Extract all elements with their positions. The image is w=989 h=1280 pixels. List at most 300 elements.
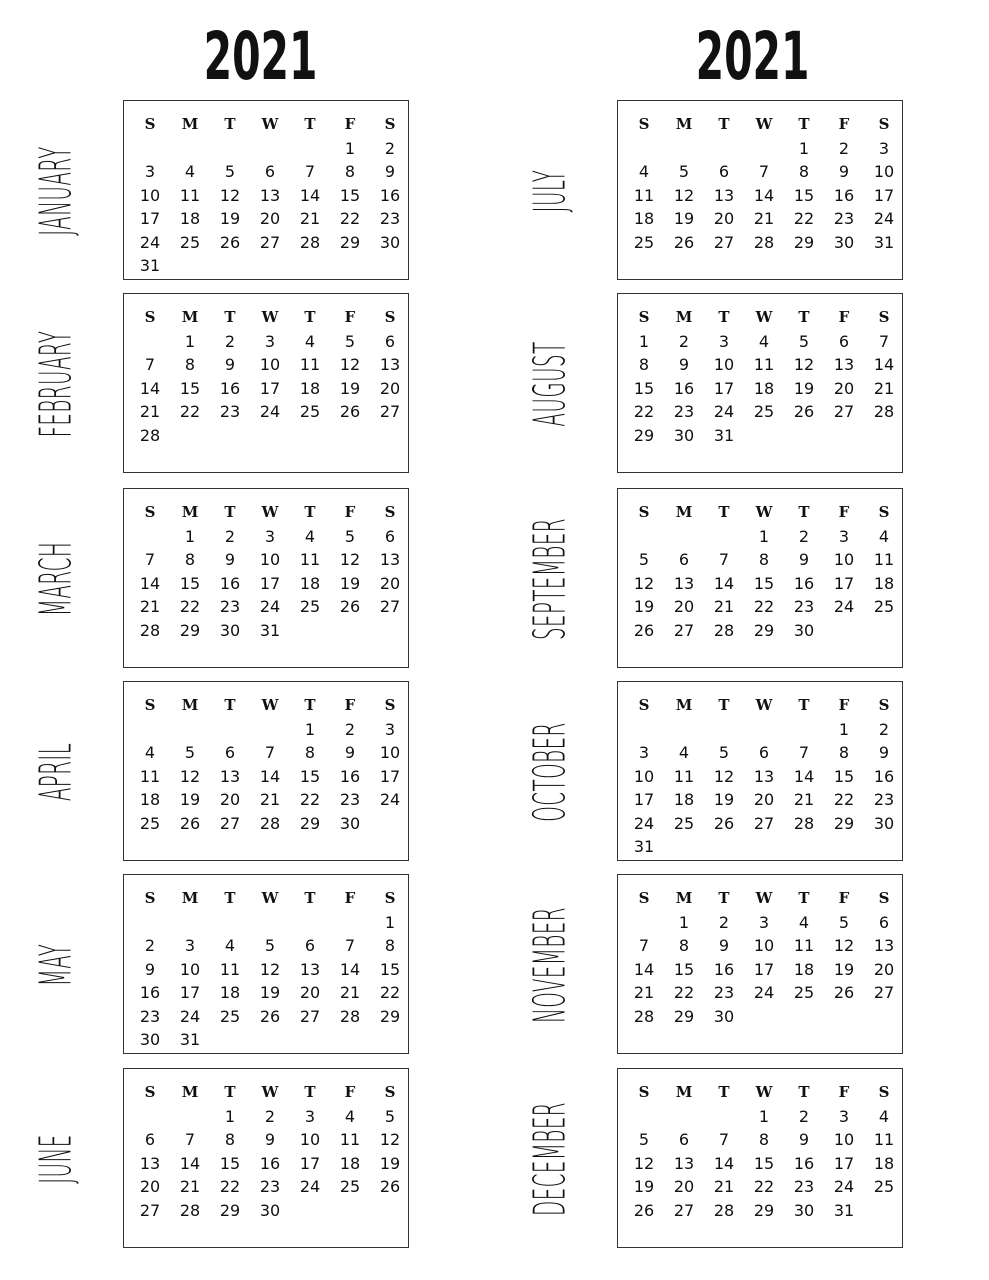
day-cell: 27 [873,983,895,1002]
weekday-header: W [261,1083,279,1101]
day-cell: 30 [793,620,815,640]
day-cell: 15 [219,1153,241,1173]
day-cell: 23 [259,1177,281,1196]
month-name-text: APRIL [30,742,82,802]
day-cell: 17 [833,1153,855,1173]
weekday-header: T [304,889,316,907]
day-cell: 10 [379,743,401,762]
month-name-text: NOVEMBER [524,906,576,1024]
day-cell: 25 [673,813,695,833]
day-cell: 16 [793,1153,815,1173]
weekday-header: S [638,308,650,326]
day-cell: 31 [179,1030,201,1049]
day-cell: 6 [224,743,236,762]
day-cell: 5 [798,331,810,351]
weekday-header: S [878,696,890,714]
day-cell: 29 [179,620,201,640]
day-cell: 13 [379,355,401,374]
empty-cell [130,525,170,549]
day-cell: 4 [344,1106,356,1126]
day-cell: 2 [344,719,356,739]
day-cell: 17 [713,378,735,398]
day-cell: 4 [144,743,156,762]
day-cell: 10 [873,162,895,181]
empty-cell [210,911,250,935]
day-cell: 16 [873,766,895,786]
weekday-header: M [675,696,693,714]
weekday-header: F [838,889,850,907]
month-calendar-box [617,681,903,861]
day-cell: 1 [838,719,850,739]
weekday-header: T [304,1083,316,1101]
day-cell: 16 [219,378,241,398]
weekday-header: S [878,503,890,521]
day-cell: 2 [384,138,396,158]
day-cell: 7 [144,550,156,569]
day-cell: 26 [673,232,695,252]
day-cell: 28 [179,1200,201,1220]
day-cell: 14 [873,355,895,374]
weekday-header: W [261,308,279,326]
day-cell: 19 [339,573,361,593]
day-cell: 6 [878,912,890,932]
day-cell: 29 [753,620,775,640]
day-cell: 26 [339,402,361,421]
day-cell: 13 [713,185,735,205]
day-cell: 6 [144,1130,156,1149]
day-cell: 5 [718,743,730,762]
empty-cell [130,330,170,354]
day-cell: 22 [753,1177,775,1196]
day-cell: 15 [753,1153,775,1173]
day-cell: 26 [633,620,655,640]
day-cell: 28 [299,232,321,252]
day-cell: 19 [633,597,655,616]
day-cell: 3 [304,1106,316,1126]
day-cell: 26 [633,1200,655,1220]
weekday-header: W [755,696,773,714]
day-cell: 7 [184,1130,196,1149]
day-cell: 12 [833,936,855,955]
day-cell: 30 [219,620,241,640]
day-cell: 5 [224,162,236,181]
weekday-header: S [878,115,890,133]
day-cell: 6 [384,331,396,351]
day-cell: 20 [673,597,695,616]
day-cell: 10 [139,185,161,205]
day-cell: 9 [264,1130,276,1149]
day-cell: 14 [179,1153,201,1173]
weekday-header: T [718,503,730,521]
day-cell: 12 [339,550,361,569]
day-cell: 10 [259,355,281,374]
weekday-header: T [304,696,316,714]
day-cell: 1 [798,138,810,158]
day-cell: 8 [184,550,196,569]
day-cell: 9 [344,743,356,762]
day-cell: 30 [379,232,401,252]
month-label [500,293,600,475]
day-cell: 15 [179,378,201,398]
day-cell: 18 [139,790,161,809]
day-cell: 13 [673,573,695,593]
empty-cell [210,137,250,161]
day-cell: 15 [379,959,401,979]
day-cell: 23 [833,209,855,228]
day-cell: 28 [753,232,775,252]
calendar-grid [130,694,410,835]
weekday-header: M [675,503,693,521]
day-cell: 13 [299,959,321,979]
weekday-header: M [181,696,199,714]
weekday-header: S [878,889,890,907]
weekday-header: T [224,308,236,326]
weekday-header: M [675,115,693,133]
day-cell: 1 [758,1106,770,1126]
day-cell: 20 [833,378,855,398]
day-cell: 4 [304,526,316,546]
calendar-grid [624,887,904,1028]
day-cell: 20 [753,790,775,809]
weekday-header: T [798,889,810,907]
calendar-grid [130,306,410,447]
day-cell: 8 [758,550,770,569]
day-cell: 19 [339,378,361,398]
day-cell: 16 [139,983,161,1002]
day-cell: 26 [793,402,815,421]
weekday-header: F [344,115,356,133]
month-december [494,1068,904,1250]
day-cell: 2 [224,526,236,546]
day-cell: 12 [219,185,241,205]
day-cell: 23 [379,209,401,228]
day-cell: 11 [673,766,695,786]
day-cell: 14 [259,766,281,786]
empty-cell [784,718,824,742]
weekday-header: T [718,696,730,714]
calendar-grid [624,306,904,447]
day-cell: 28 [713,620,735,640]
day-cell: 15 [753,573,775,593]
day-cell: 9 [144,959,156,979]
day-cell: 8 [304,743,316,762]
empty-cell [170,718,210,742]
day-cell: 19 [219,209,241,228]
weekday-header: W [261,696,279,714]
month-october [494,681,904,863]
day-cell: 2 [678,331,690,351]
day-cell: 8 [384,936,396,955]
day-cell: 17 [633,790,655,809]
day-cell: 9 [798,1130,810,1149]
month-calendar-box [123,874,409,1054]
weekday-header: W [755,503,773,521]
day-cell: 22 [633,402,655,421]
day-cell: 18 [753,378,775,398]
day-cell: 19 [379,1153,401,1173]
day-cell: 11 [139,766,161,786]
day-cell: 6 [758,743,770,762]
day-cell: 30 [259,1200,281,1220]
weekday-header: T [224,889,236,907]
day-cell: 11 [299,355,321,374]
weekday-header: M [181,503,199,521]
weekday-header: T [798,115,810,133]
day-cell: 9 [678,355,690,374]
empty-cell [290,137,330,161]
day-cell: 7 [718,1130,730,1149]
day-cell: 20 [219,790,241,809]
weekday-header: F [838,115,850,133]
day-cell: 5 [838,912,850,932]
day-cell: 3 [838,526,850,546]
empty-cell [130,137,170,161]
day-cell: 18 [339,1153,361,1173]
day-cell: 25 [339,1177,361,1196]
empty-cell [744,718,784,742]
day-cell: 1 [304,719,316,739]
day-cell: 31 [259,620,281,640]
weekday-header: T [798,1083,810,1101]
day-cell: 5 [184,743,196,762]
weekday-header: F [838,696,850,714]
day-cell: 2 [798,526,810,546]
day-cell: 18 [873,1153,895,1173]
day-cell: 27 [139,1200,161,1220]
day-cell: 5 [344,526,356,546]
day-cell: 10 [633,766,655,786]
weekday-header: S [384,503,396,521]
day-cell: 21 [339,983,361,1002]
day-cell: 21 [139,402,161,421]
day-cell: 10 [179,959,201,979]
day-cell: 2 [224,331,236,351]
weekday-header: T [718,889,730,907]
day-cell: 26 [713,813,735,833]
day-cell: 4 [878,1106,890,1126]
weekday-header: T [304,115,316,133]
month-calendar-box [123,488,409,668]
day-cell: 22 [673,983,695,1002]
day-cell: 29 [219,1200,241,1220]
weekday-header: M [181,308,199,326]
year-heading-right: 2021 [695,18,810,95]
day-cell: 31 [713,425,735,445]
weekday-header: S [144,503,156,521]
day-cell: 7 [758,162,770,181]
day-cell: 30 [833,232,855,252]
day-cell: 25 [873,1177,895,1196]
weekday-header: S [384,1083,396,1101]
calendar-grid [624,1081,904,1222]
day-cell: 21 [793,790,815,809]
weekday-header: T [224,696,236,714]
day-cell: 13 [219,766,241,786]
day-cell: 30 [713,1006,735,1026]
day-cell: 3 [184,936,196,955]
day-cell: 16 [339,766,361,786]
day-cell: 12 [713,766,735,786]
weekday-header: T [718,115,730,133]
day-cell: 18 [179,209,201,228]
day-cell: 10 [833,550,855,569]
day-cell: 3 [758,912,770,932]
day-cell: 29 [633,425,655,445]
empty-cell [130,911,170,935]
day-cell: 13 [753,766,775,786]
month-name-text: JUNE [30,1134,82,1184]
weekday-header: W [261,503,279,521]
day-cell: 13 [139,1153,161,1173]
weekday-header: F [344,308,356,326]
weekday-header: T [718,308,730,326]
weekday-header: T [798,308,810,326]
day-cell: 23 [219,597,241,616]
day-cell: 17 [753,959,775,979]
day-cell: 3 [878,138,890,158]
day-cell: 24 [259,597,281,616]
empty-cell [624,525,664,549]
day-cell: 6 [384,526,396,546]
empty-cell [664,137,704,161]
day-cell: 5 [678,162,690,181]
calendar-grid [130,887,410,1052]
weekday-header: S [144,308,156,326]
day-cell: 3 [838,1106,850,1126]
weekday-header: S [638,696,650,714]
empty-cell [130,1105,170,1129]
weekday-header: S [384,696,396,714]
calendar-grid [130,501,410,642]
day-cell: 30 [139,1030,161,1049]
month-november [494,874,904,1056]
day-cell: 7 [878,331,890,351]
empty-cell [170,137,210,161]
day-cell: 4 [758,331,770,351]
day-cell: 22 [793,209,815,228]
month-label [500,100,600,282]
day-cell: 21 [299,209,321,228]
day-cell: 16 [673,378,695,398]
day-cell: 18 [633,209,655,228]
weekday-header: S [144,1083,156,1101]
day-cell: 6 [838,331,850,351]
day-cell: 24 [259,402,281,421]
day-cell: 18 [673,790,695,809]
empty-cell [624,718,664,742]
weekday-header: S [878,308,890,326]
calendar-grid [624,694,904,859]
day-cell: 24 [873,209,895,228]
month-label [500,488,600,670]
month-june [0,1068,410,1250]
weekday-header: W [755,308,773,326]
day-cell: 23 [793,1177,815,1196]
weekday-header: M [181,115,199,133]
day-cell: 2 [838,138,850,158]
day-cell: 23 [339,790,361,809]
empty-cell [250,718,290,742]
day-cell: 12 [379,1130,401,1149]
day-cell: 6 [678,1130,690,1149]
day-cell: 6 [304,936,316,955]
weekday-header: M [675,1083,693,1101]
month-august [494,293,904,475]
month-calendar-box [617,293,903,473]
day-cell: 25 [873,597,895,616]
day-cell: 1 [678,912,690,932]
day-cell: 29 [833,813,855,833]
day-cell: 9 [224,355,236,374]
day-cell: 19 [673,209,695,228]
day-cell: 27 [219,813,241,833]
day-cell: 9 [878,743,890,762]
day-cell: 23 [219,402,241,421]
day-cell: 11 [633,185,655,205]
day-cell: 28 [259,813,281,833]
month-name-text: DECEMBER [524,1101,576,1217]
month-calendar-box [617,1068,903,1248]
day-cell: 25 [299,402,321,421]
month-label [6,681,106,863]
day-cell: 3 [264,526,276,546]
day-cell: 29 [673,1006,695,1026]
month-july [494,100,904,282]
weekday-header: T [304,308,316,326]
day-cell: 10 [753,936,775,955]
calendar-grid [624,113,904,254]
day-cell: 6 [264,162,276,181]
day-cell: 24 [633,813,655,833]
empty-cell [130,718,170,742]
weekday-header: M [675,308,693,326]
month-calendar-box [617,488,903,668]
day-cell: 2 [798,1106,810,1126]
day-cell: 9 [838,162,850,181]
left-column [0,0,494,1280]
month-may [0,874,410,1056]
calendar-grid [624,501,904,642]
right-column [494,0,988,1280]
day-cell: 1 [344,138,356,158]
day-cell: 29 [299,813,321,833]
empty-cell [170,1105,210,1129]
day-cell: 16 [259,1153,281,1173]
day-cell: 26 [179,813,201,833]
calendar-grid [130,1081,410,1222]
day-cell: 21 [713,1177,735,1196]
weekday-header: S [638,115,650,133]
day-cell: 5 [638,1130,650,1149]
day-cell: 30 [339,813,361,833]
day-cell: 20 [673,1177,695,1196]
day-cell: 17 [139,209,161,228]
weekday-header: S [144,696,156,714]
day-cell: 29 [379,1006,401,1026]
day-cell: 26 [379,1177,401,1196]
month-name-text: FEBRUARY [30,330,82,438]
empty-cell [290,911,330,935]
day-cell: 14 [713,1153,735,1173]
day-cell: 27 [673,620,695,640]
day-cell: 2 [264,1106,276,1126]
day-cell: 20 [379,573,401,593]
day-cell: 30 [873,813,895,833]
day-cell: 8 [838,743,850,762]
day-cell: 7 [798,743,810,762]
day-cell: 17 [299,1153,321,1173]
day-cell: 14 [299,185,321,205]
